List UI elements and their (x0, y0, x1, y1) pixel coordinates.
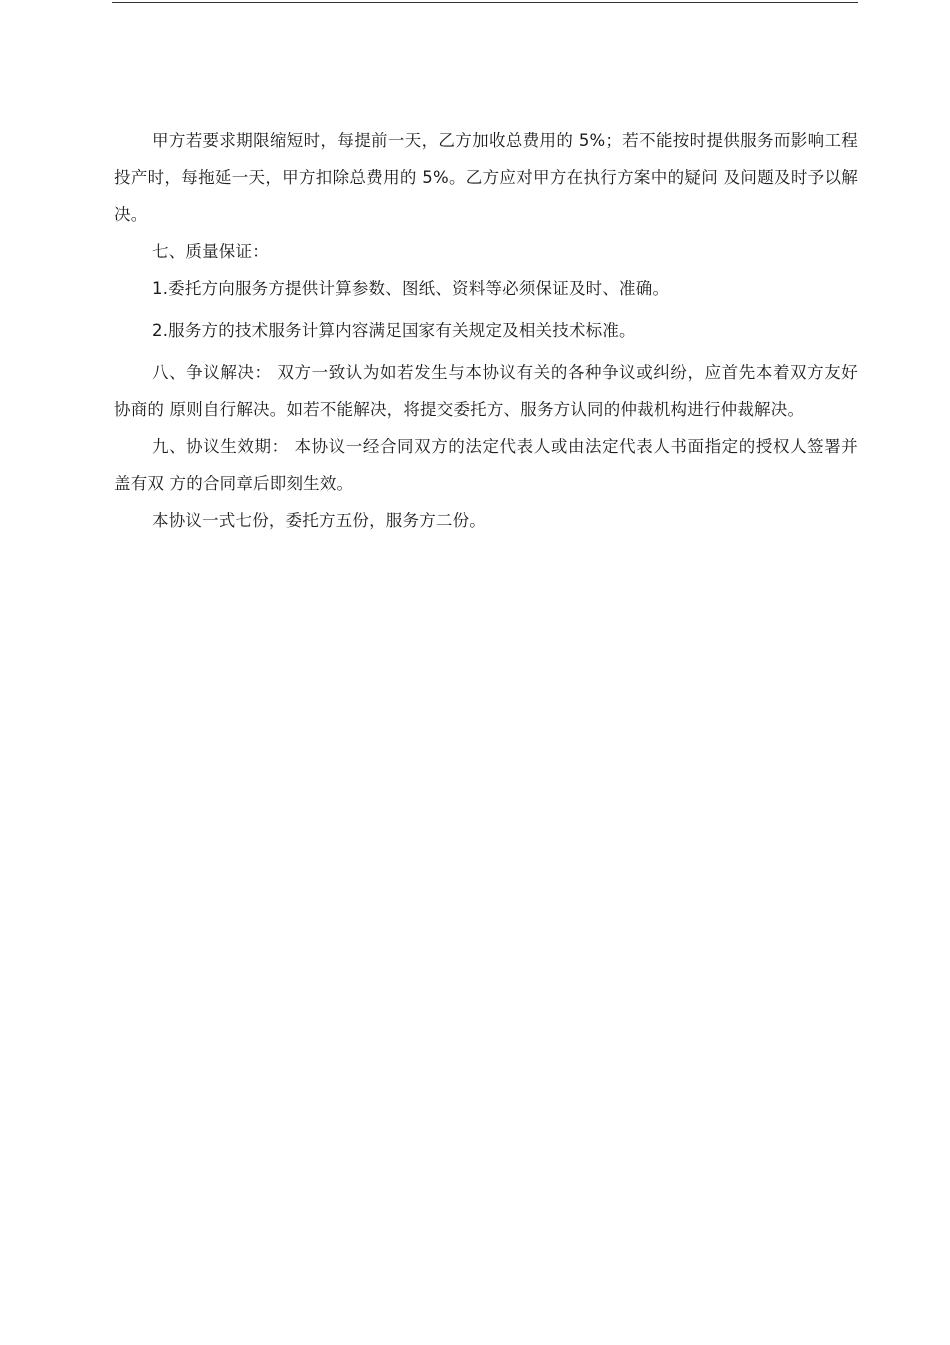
document-body (114, 122, 858, 539)
paragraph-penalty-terms: 甲方若要求期限缩短时，每提前一天，乙方加收总费用的 5%；若不能按时提供服务而影响工程投产时，每拖延一天，甲方扣除总费用的 5%。乙方应对甲方在执行方案中的疑问 及问题及时予以解决。 (114, 131, 858, 224)
paragraph-copies: 本协议一式七份，委托方五份，服务方二份。 (152, 511, 486, 530)
header-rule (112, 2, 858, 3)
heading-quality-assurance: 七、质量保证： (152, 242, 269, 261)
paragraph-dispute-resolution: 八、争议解决： 双方一致认为如若发生与本协议有关的各种争议或纠纷，应首先本着双方友好协商的 原则自行解决。如若不能解决，将提交委托方、服务方认同的仲裁机构进行仲裁解决。 (114, 363, 858, 419)
clause-quality-2: 2.服务方的技术服务计算内容满足国家有关规定及相关技术标准。 (152, 321, 636, 340)
clause-quality-1: 1.委托方向服务方提供计算参数、图纸、资料等必须保证及时、准确。 (152, 279, 670, 298)
paragraph-effective-date: 九、协议生效期： 本协议一经合同双方的法定代表人或由法定代表人书面指定的授权人签署并盖有双 方的合同章后即刻生效。 (114, 437, 858, 493)
